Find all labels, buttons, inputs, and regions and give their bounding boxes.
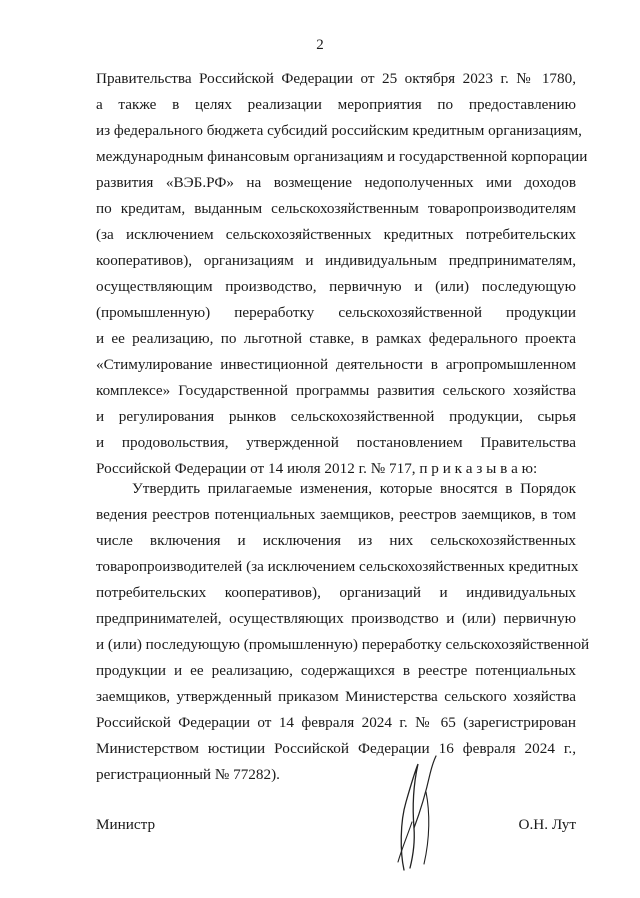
text-line: товаропроизводителей (за исключением сельскохозяйственных кредитных bbox=[96, 558, 579, 575]
text-line: числе включения и исключения из них сельскохозяйственных bbox=[96, 532, 576, 549]
text-line: комплексе» Государственной программы развития сельского хозяйства bbox=[96, 382, 576, 399]
text-line: потребительских кооперативов), организаций и индивидуальных bbox=[96, 584, 576, 601]
text-line: по кредитам, выданным сельскохозяйственным товаропроизводителям bbox=[96, 200, 576, 217]
text-line: кооперативов), организациям и индивидуальным предпринимателям, bbox=[96, 252, 576, 269]
text-line: (промышленную) переработку сельскохозяйственной продукции bbox=[96, 304, 576, 321]
text-line: ведения реестров потенциальных заемщиков, реестров заемщиков, в том bbox=[96, 506, 576, 523]
text-line: развития «ВЭБ.РФ» на возмещение недополученных ими доходов bbox=[96, 174, 576, 191]
text-line: международным финансовым организациям и государственной корпорации bbox=[96, 148, 588, 165]
text-line: из федерального бюджета субсидий российским кредитным организациям, bbox=[96, 122, 582, 139]
text-line: Российской Федерации от 14 июля 2012 г. № 717, п р и к а з ы в а ю: bbox=[96, 460, 538, 477]
text-line: и продовольствия, утвержденной постановлением Правительства bbox=[96, 434, 576, 451]
signature-block bbox=[96, 812, 576, 838]
text-line: регистрационный № 77282). bbox=[96, 766, 280, 783]
text-line: Утвердить прилагаемые изменения, которые вносятся в Порядок bbox=[132, 480, 576, 497]
text-line: «Стимулирование инвестиционной деятельности в агропромышленном bbox=[96, 356, 576, 373]
text-line: продукции и ее реализацию, содержащихся в реестре потенциальных bbox=[96, 662, 576, 679]
text-line: а также в целях реализации мероприятия по предоставлению bbox=[96, 96, 576, 113]
text-line: Российской Федерации от 14 февраля 2024 г. № 65 (зарегистрирован bbox=[96, 714, 576, 731]
text-line: и (или) последующую (промышленную) переработку сельскохозяйственной bbox=[96, 636, 590, 653]
text-line: заемщиков, утвержденный приказом Министерства сельского хозяйства bbox=[96, 688, 576, 705]
text-line: осуществляющим производство, первичную и (или) последующую bbox=[96, 278, 576, 295]
signatory-title: Министр bbox=[96, 816, 156, 833]
text-line: Министерством юстиции Российской Федерации 16 февраля 2024 г., bbox=[96, 740, 576, 757]
text-line: и регулирования рынков сельскохозяйственной продукции, сырья bbox=[96, 408, 576, 425]
signatory-name: О.Н. Лут bbox=[518, 816, 576, 833]
text-line: и ее реализацию, по льготной ставке, в рамках федерального проекта bbox=[96, 330, 576, 347]
page-number: 2 bbox=[316, 37, 324, 53]
paragraph-preamble bbox=[96, 66, 588, 482]
paragraph-order bbox=[96, 476, 590, 788]
text-line: предпринимателей, осуществляющих производство и (или) первичную bbox=[96, 610, 576, 627]
text-line: Правительства Российской Федерации от 25 октября 2023 г. № 1780, bbox=[96, 70, 576, 87]
text-line: (за исключением сельскохозяйственных кредитных потребительских bbox=[96, 226, 576, 243]
